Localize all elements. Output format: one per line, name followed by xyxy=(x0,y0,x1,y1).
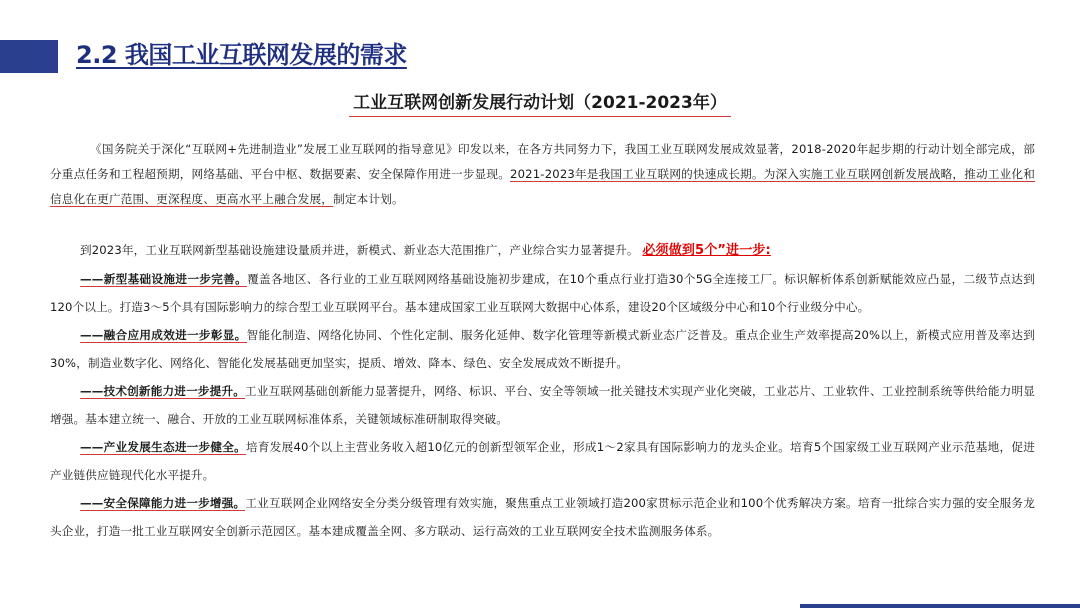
goal-lead: ——安全保障能力进一步增强。 xyxy=(80,496,246,510)
goal-item xyxy=(50,265,1035,321)
goal-lead: ——产业发展生态进一步健全。 xyxy=(80,440,247,454)
goals-intro-text: 到2023年，工业互联网新型基础设施建设量质并进，新模式、新业态大范围推广，产业综合实力显著提升。 xyxy=(80,243,639,257)
goal-text: 培育发展40个以上主营业务收入超10亿元的创新型领军企业，形成1～2家具有国际影响力的龙头企业。培育5个国家级工业互联网产业示范基地，促进产业链供应链现代化水平提升。 xyxy=(50,440,1035,482)
goal-lead: ——融合应用成效进一步彰显。 xyxy=(80,328,247,342)
plan-intro-paragraph xyxy=(50,137,1035,212)
intro-text-underlined: 2021-2023年是我国工业互联网的快速成长期。为深入实施工业互联网创新发展战略，推动工业化和信息化在更广范围、更深程度、更高水平上融合发展， xyxy=(50,167,1035,206)
goal-item xyxy=(50,489,1035,545)
goal-item xyxy=(50,377,1035,433)
goal-lead: ——新型基础设施进一步完善。 xyxy=(80,272,248,286)
goal-text: 智能化制造、网络化协同、个性化定制、服务化延伸、数字化管理等新模式新业态广泛普及。重点企业生产效率提高20%以上，新模式应用普及率达到30%，制造业数字化、网络化、智能化发展基础更加坚实，提质、增效、降本、绿色、安全发展成效不断提升。 xyxy=(50,328,1035,370)
goal-text: 覆盖各地区、各行业的工业互联网网络基础设施初步建成，在10个重点行业打造30个5G全连接工厂。标识解析体系创新赋能效应凸显，二级节点达到120个以上。打造3～5个具有国际影响力的综合型工业互联网平台。基本建成国家工业互联网大数据中心体系，建设20个区域级分中心和10个行业级分中心。 xyxy=(50,272,1035,314)
plan-title-text: 工业互联网创新发展行动计划（2021-2023年） xyxy=(349,93,731,117)
page-title: 2.2 我国工业互联网发展的需求 xyxy=(76,41,407,69)
goal-text: 工业互联网基础创新能力显著提升，网络、标识、平台、安全等领域一批关键技术实现产业化突破，工业芯片、工业软件、工业控制系统等供给能力明显增强。基本建立统一、融合、开放的工业互联网标准体系，关键领域标准研制取得突破。 xyxy=(50,384,1035,426)
goals-emphasis: 必须做到5个”进一步: xyxy=(642,243,771,258)
intro-text-a: 《国务院关于深化“互联网+先进制造业”发展工业互联网的指导意见》印发以来，在各方共同努力下，我国工业互联网发展成效显著，2018-2020年起步期的行动计划全部完成，部分重点任务和工程超预期，网络基础、平台中枢、数据要素、安全保障作用进一步显现。 xyxy=(50,142,1035,181)
intro-text-c: 制定本计划。 xyxy=(333,192,404,206)
goals-intro xyxy=(50,236,1035,265)
plan-title xyxy=(0,88,1080,113)
goal-text: 工业互联网企业网络安全分类分级管理有效实施，聚焦重点工业领域打造200家贯标示范企业和100个优秀解决方案。培育一批综合实力强的安全服务龙头企业，打造一批工业互联网安全创新示范园区。基本建成覆盖全网、多方联动、运行高效的工业互联网安全技术监测服务体系。 xyxy=(50,496,1035,538)
goal-item xyxy=(50,321,1035,377)
header-accent-block xyxy=(0,40,58,73)
goal-lead: ——技术创新能力进一步提升。 xyxy=(80,384,246,398)
goals-section xyxy=(50,236,1035,545)
goal-item xyxy=(50,433,1035,489)
footer-accent-strip xyxy=(800,604,1080,608)
